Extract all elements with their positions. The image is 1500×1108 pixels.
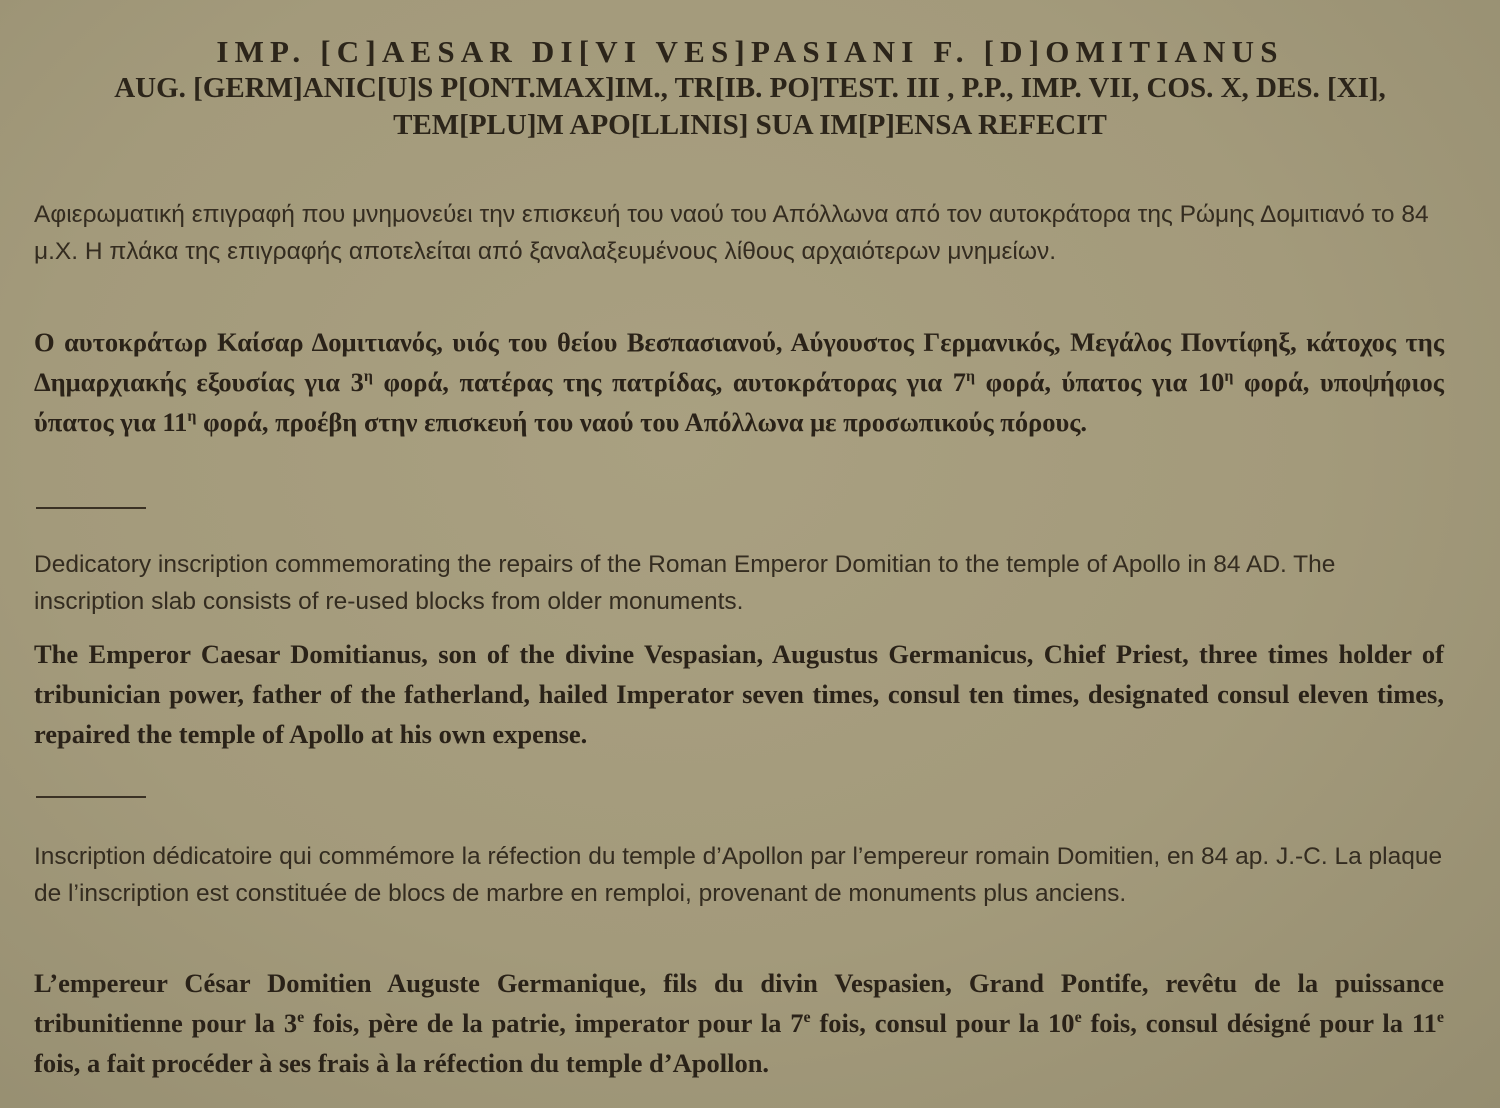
- english-description: Dedicatory inscription commemorating the repairs of the Roman Emperor Domitian to the temple of Apollo in 84 AD. The inscription slab consists of re-used blocks from older monuments.: [34, 551, 1336, 615]
- section-divider-2: [36, 796, 146, 798]
- latin-line-2: AUG. [GERM]ANIC[U]S P[ONT.MAX]IM., TR[IB. PO]TEST. III , P.P., IMP. VII, COS. X, DES. [XI],: [114, 72, 1386, 104]
- french-description: Inscription dédicatoire qui commémore la réfection du temple d’Apollon par l’empereur romain Domitien, en 84 ap. J.-C. La plaque de l’inscription est constituée de blocs de marbre en remploi, provenant de monuments plus anciens.: [34, 843, 1443, 907]
- section-divider-1: [36, 507, 146, 509]
- latin-line-1: IMP. [C]AESAR DI[VI VES]PASIANI F. [D]OMITIANUS: [216, 34, 1284, 69]
- english-translation: The Emperor Caesar Domitianus, son of the divine Vespasian, Augustus Germanicus, Chief Priest, three times holder of tribunician power, father of the fatherland, hailed Imperator seven times, consul ten times, designated consul eleven times, repaired the temple of Apollo at his own expense.: [34, 639, 1444, 749]
- greek-translation: Ο αυτοκράτωρ Καίσαρ Δομιτιανός, υιός του θείου Βεσπασιανού, Αύγουστος Γερμανικός, Μεγάλος Ποντίφηξ, κάτοχος της Δημαρχιακής εξουσίας για $3^\eta$ φορά, πατέρας της πατρίδας, αυτοκράτορας για $7^\eta$ φορά, ύπατος για $10^\eta$ φορά, υποψήφιος ύπατος για $11^\eta$ φορά, προέβη στην επισκευή του ναού του Απόλλωνα με προσωπικούς πόρους.: [34, 327, 1444, 437]
- latin-line-3: TEM[PLU]M APO[LLINIS] SUA IM[P]ENSA REFECIT: [393, 109, 1107, 141]
- latin-inscription: [30, 34, 1470, 144]
- french-translation: L’empereur César Domitien Auguste Germanique, fils du divin Vespasien, Grand Pontife, revêtu de la puissance tribunitienne pour la 3e fois, père de la patrie, imperator pour la 7e fois, consul pour la 10e fois, consul désigné pour la 11e fois, a fait procéder à ses frais à la réfection du temple d’Apollon.: [34, 968, 1444, 1078]
- greek-description: Αφιερωματική επιγραφή που μνημονεύει την επισκευή του ναού του Απόλλωνα από τον αυτοκράτορα της Ρώμης Δομιτιανό το 84 μ.Χ. Η πλάκα της επιγραφής αποτελείται από ξαναλαξευμένους λίθους αρχαιότερων μνημείων.: [34, 201, 1429, 265]
